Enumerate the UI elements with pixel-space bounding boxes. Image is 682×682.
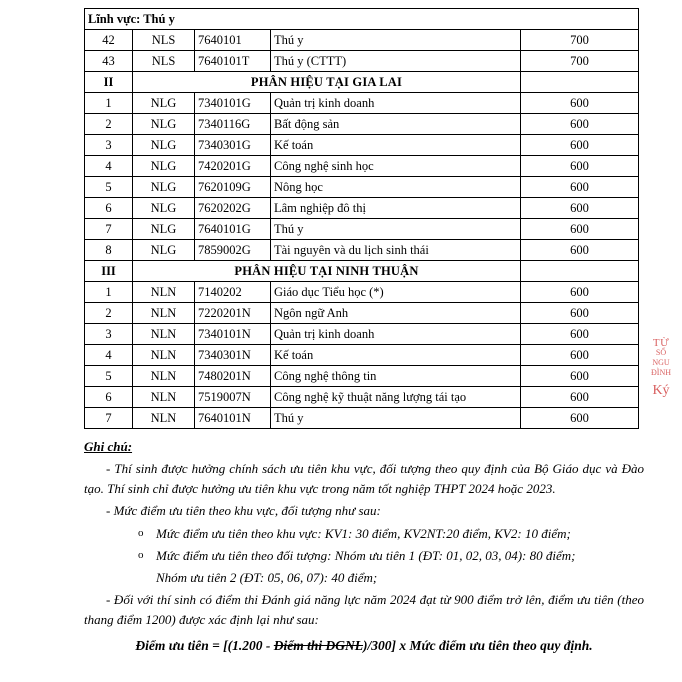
cell-major-code: 7340301G xyxy=(195,135,271,156)
cell-code: NLG xyxy=(133,93,195,114)
cell-code: NLS xyxy=(133,51,195,72)
cell-code: NLS xyxy=(133,30,195,51)
table-row xyxy=(85,177,639,198)
cell-major-name: Thú y (CTTT) xyxy=(271,51,521,72)
cell-major-name: Công nghệ thông tin xyxy=(271,366,521,387)
cell-major-name: Bất động sản xyxy=(271,114,521,135)
cell-major-code: 7340101N xyxy=(195,324,271,345)
table-row xyxy=(85,387,639,408)
cell-major-code: 7620202G xyxy=(195,198,271,219)
section-row xyxy=(85,72,639,93)
stamp-line-1: TỪ xyxy=(652,337,670,349)
section-roman: II xyxy=(85,72,133,93)
cell-stt: 42 xyxy=(85,30,133,51)
cell-stt: 5 xyxy=(85,366,133,387)
cell-fee: 600 xyxy=(521,198,639,219)
cell-major-name: Thú y xyxy=(271,219,521,240)
table-row xyxy=(85,324,639,345)
document-page xyxy=(0,8,682,682)
cell-major-code: 7859002G xyxy=(195,240,271,261)
cell-fee: 600 xyxy=(521,408,639,429)
cell-code: NLG xyxy=(133,114,195,135)
cell-fee: 600 xyxy=(521,282,639,303)
section-row xyxy=(85,261,639,282)
stamp-line-4: ĐÌNH xyxy=(651,368,671,377)
table-row xyxy=(85,219,639,240)
formula-suffix: )/300] x Mức điểm ưu tiên theo quy định. xyxy=(363,638,593,654)
table-row xyxy=(85,156,639,177)
cell-stt: 8 xyxy=(85,240,133,261)
cell-major-name: Quản trị kinh doanh xyxy=(271,93,521,114)
cell-major-code: 7640101N xyxy=(195,408,271,429)
note-bullet-2: o Mức điểm ưu tiên theo đối tượng: Nhóm ưu tiên 1 (ĐT: 01, 02, 03, 04): 80 điểm; xyxy=(84,546,644,566)
cell-major-name: Giáo dục Tiểu học (*) xyxy=(271,282,521,303)
cell-major-code: 7640101G xyxy=(195,219,271,240)
cell-code: NLG xyxy=(133,198,195,219)
cell-major-code: 7620109G xyxy=(195,177,271,198)
cell-major-name: Lâm nghiệp đô thị xyxy=(271,198,521,219)
cell-stt: 43 xyxy=(85,51,133,72)
cell-stt: 3 xyxy=(85,324,133,345)
priority-score-formula xyxy=(84,636,644,657)
cell-major-code: 7340301N xyxy=(195,345,271,366)
cell-fee: 600 xyxy=(521,156,639,177)
cell-stt: 7 xyxy=(85,408,133,429)
note-paragraph-3: - Đối với thí sinh có điểm thi Đánh giá năng lực năm 2024 đạt từ 900 điểm trở lên, điểm ưu tiên (theo thang điểm 1200) được xác định lại như sau: xyxy=(84,591,644,628)
cell-fee: 600 xyxy=(521,240,639,261)
stamp-signature: Ký xyxy=(652,383,670,398)
cell-major-name: Tài nguyên và du lịch sinh thái xyxy=(271,240,521,261)
cell-stt: 3 xyxy=(85,135,133,156)
note-bullet-1: o Mức điểm ưu tiên theo khu vực: KV1: 30 điểm, KV2NT:20 điểm, KV2: 10 điểm; xyxy=(84,524,644,544)
section-fee xyxy=(521,72,639,93)
cell-major-name: Thú y xyxy=(271,408,521,429)
table-row xyxy=(85,345,639,366)
cell-code: NLN xyxy=(133,408,195,429)
formula-prefix: Điểm ưu tiên = [(1.200 - xyxy=(135,638,274,654)
cell-code: NLN xyxy=(133,303,195,324)
cell-fee: 600 xyxy=(521,177,639,198)
cell-fee: 600 xyxy=(521,303,639,324)
cell-stt: 1 xyxy=(85,93,133,114)
cell-major-name: Kế toán xyxy=(271,345,521,366)
cell-major-name: Thú y xyxy=(271,30,521,51)
table-row xyxy=(85,240,639,261)
notes-heading: Ghi chú: xyxy=(84,439,133,454)
cell-stt: 2 xyxy=(85,114,133,135)
cell-major-code: 7220201N xyxy=(195,303,271,324)
table-row xyxy=(85,408,639,429)
notes-section xyxy=(84,437,644,657)
cell-code: NLN xyxy=(133,387,195,408)
cell-fee: 700 xyxy=(521,51,639,72)
table-row xyxy=(85,51,639,72)
cell-stt: 7 xyxy=(85,219,133,240)
table-row xyxy=(85,366,639,387)
cell-fee: 600 xyxy=(521,345,639,366)
cell-stt: 6 xyxy=(85,387,133,408)
formula-struck-term: Điểm thi ĐGNL xyxy=(273,638,364,654)
cell-code: NLN xyxy=(133,345,195,366)
cell-stt: 6 xyxy=(85,198,133,219)
admission-table xyxy=(84,8,639,429)
cell-code: NLG xyxy=(133,156,195,177)
cell-code: NLG xyxy=(133,135,195,156)
stamp-line-2: SỐ xyxy=(655,348,667,357)
note-bullet-2-cont: Nhóm ưu tiên 2 (ĐT: 05, 06, 07): 40 điểm; xyxy=(156,569,378,585)
cell-major-name: Nông học xyxy=(271,177,521,198)
cell-fee: 600 xyxy=(521,219,639,240)
table-row xyxy=(85,93,639,114)
table-row xyxy=(85,303,639,324)
table-row xyxy=(85,30,639,51)
cell-stt: 1 xyxy=(85,282,133,303)
table-row xyxy=(85,135,639,156)
field-label: Lĩnh vực: Thú y xyxy=(85,9,639,30)
cell-major-code: 7640101 xyxy=(195,30,271,51)
cell-fee: 600 xyxy=(521,93,639,114)
cell-major-name: Kế toán xyxy=(271,135,521,156)
table-row xyxy=(85,198,639,219)
cell-fee: 600 xyxy=(521,366,639,387)
table-row xyxy=(85,9,639,30)
cell-code: NLN xyxy=(133,282,195,303)
cell-major-code: 7519007N xyxy=(195,387,271,408)
cell-stt: 4 xyxy=(85,345,133,366)
cell-major-code: 7340116G xyxy=(195,114,271,135)
cell-stt: 5 xyxy=(85,177,133,198)
cell-stt: 2 xyxy=(85,303,133,324)
cell-stt: 4 xyxy=(85,156,133,177)
section-title: PHÂN HIỆU TẠI NINH THUẬN xyxy=(133,261,521,282)
cell-fee: 600 xyxy=(521,135,639,156)
cell-fee: 700 xyxy=(521,30,639,51)
cell-code: NLG xyxy=(133,219,195,240)
table-row xyxy=(85,282,639,303)
cell-major-name: Ngôn ngữ Anh xyxy=(271,303,521,324)
cell-major-code: 7640101T xyxy=(195,51,271,72)
cell-fee: 600 xyxy=(521,387,639,408)
cell-code: NLG xyxy=(133,240,195,261)
red-stamp-mark xyxy=(646,338,676,396)
cell-major-code: 7480201N xyxy=(195,366,271,387)
cell-major-code: 7140202 xyxy=(195,282,271,303)
cell-major-code: 7420201G xyxy=(195,156,271,177)
cell-code: NLG xyxy=(133,177,195,198)
note-paragraph-1: - Thí sinh được hưởng chính sách ưu tiên khu vực, đối tượng theo quy định của Bộ Giáo dục và Đào tạo. Thí sinh chỉ được hưởng ưu tiên khu vực trong năm tốt nghiệp THPT 2024 hoặc 2023. xyxy=(84,461,644,497)
table-row xyxy=(85,114,639,135)
cell-major-name: Quản trị kinh doanh xyxy=(271,324,521,345)
section-roman: III xyxy=(85,261,133,282)
cell-major-name: Công nghệ kỹ thuật năng lượng tái tạo xyxy=(271,387,521,408)
cell-fee: 600 xyxy=(521,324,639,345)
cell-code: NLN xyxy=(133,366,195,387)
note-paragraph-2: - Mức điểm ưu tiên theo khu vực, đối tượng như sau: xyxy=(106,503,381,519)
section-fee xyxy=(521,261,639,282)
cell-code: NLN xyxy=(133,324,195,345)
stamp-line-3: NGU xyxy=(652,358,670,367)
cell-major-code: 7340101G xyxy=(195,93,271,114)
section-title: PHÂN HIỆU TẠI GIA LAI xyxy=(133,72,521,93)
cell-major-name: Công nghệ sinh học xyxy=(271,156,521,177)
cell-fee: 600 xyxy=(521,114,639,135)
